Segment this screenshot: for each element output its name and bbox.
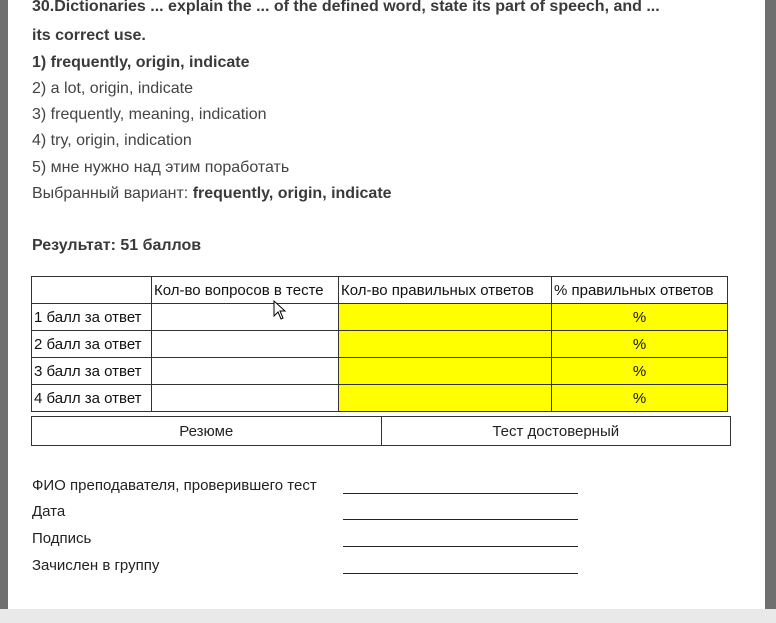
results-table <box>31 276 728 412</box>
row-correct-cell <box>339 304 552 331</box>
result-score: Результат: 51 баллов <box>32 237 202 254</box>
row-label: 2 балл за ответ <box>32 331 152 358</box>
row-correct-cell <box>339 385 552 412</box>
signature-line <box>343 530 578 547</box>
question-text-line2: its correct use. <box>32 27 146 44</box>
table-row <box>32 358 728 385</box>
row-percent-cell: % <box>552 385 728 412</box>
group-label: Зачислен в группу <box>32 557 160 574</box>
bottom-toolbar-strip <box>0 609 776 623</box>
row-questions-cell <box>152 358 339 385</box>
document-page <box>8 0 765 609</box>
option-5: 5) мне нужно над этим поработать <box>32 159 290 176</box>
row-label: 3 балл за ответ <box>32 358 152 385</box>
row-percent-cell: % <box>552 358 728 385</box>
option-2: 2) a lot, origin, indicate <box>32 80 193 97</box>
row-correct-cell <box>339 358 552 385</box>
option-1: 1) frequently, origin, indicate <box>32 54 250 71</box>
summary-table <box>31 416 731 446</box>
selected-answer-label: Выбранный вариант: <box>32 185 193 202</box>
question-text-line1: 30.Dictionaries ... explain the ... of the defined word, state its part of speech, and ... <box>32 0 660 15</box>
row-questions-cell <box>152 385 339 412</box>
row-percent-cell: % <box>552 304 728 331</box>
table-header-percent: % правильных ответов <box>552 277 728 304</box>
row-questions-cell <box>152 331 339 358</box>
option-3: 3) frequently, meaning, indication <box>32 106 267 123</box>
row-label: 4 балл за ответ <box>32 385 152 412</box>
summary-label: Резюме <box>32 417 382 446</box>
selected-answer <box>32 185 392 203</box>
summary-verdict: Тест достоверный <box>381 417 731 446</box>
table-header-correct: Кол-во правильных ответов <box>339 277 552 304</box>
table-header-questions: Кол-во вопросов в тесте <box>152 277 339 304</box>
teacher-name-line <box>343 477 578 494</box>
table-row <box>32 331 728 358</box>
selected-answer-value: frequently, origin, indicate <box>192 185 392 202</box>
table-row <box>32 304 728 331</box>
group-line <box>343 557 578 574</box>
date-line <box>343 503 578 520</box>
option-4: 4) try, origin, indication <box>32 132 192 149</box>
row-correct-cell <box>339 331 552 358</box>
signature-label: Подпись <box>32 530 92 547</box>
table-header-row <box>32 277 728 304</box>
row-percent-cell: % <box>552 331 728 358</box>
teacher-name-label: ФИО преподавателя, проверившего тест <box>32 477 317 494</box>
row-label: 1 балл за ответ <box>32 304 152 331</box>
row-questions-cell <box>152 304 339 331</box>
date-label: Дата <box>32 503 66 520</box>
table-header-empty <box>32 277 152 304</box>
table-row <box>32 385 728 412</box>
mouse-pointer-icon <box>273 300 287 325</box>
